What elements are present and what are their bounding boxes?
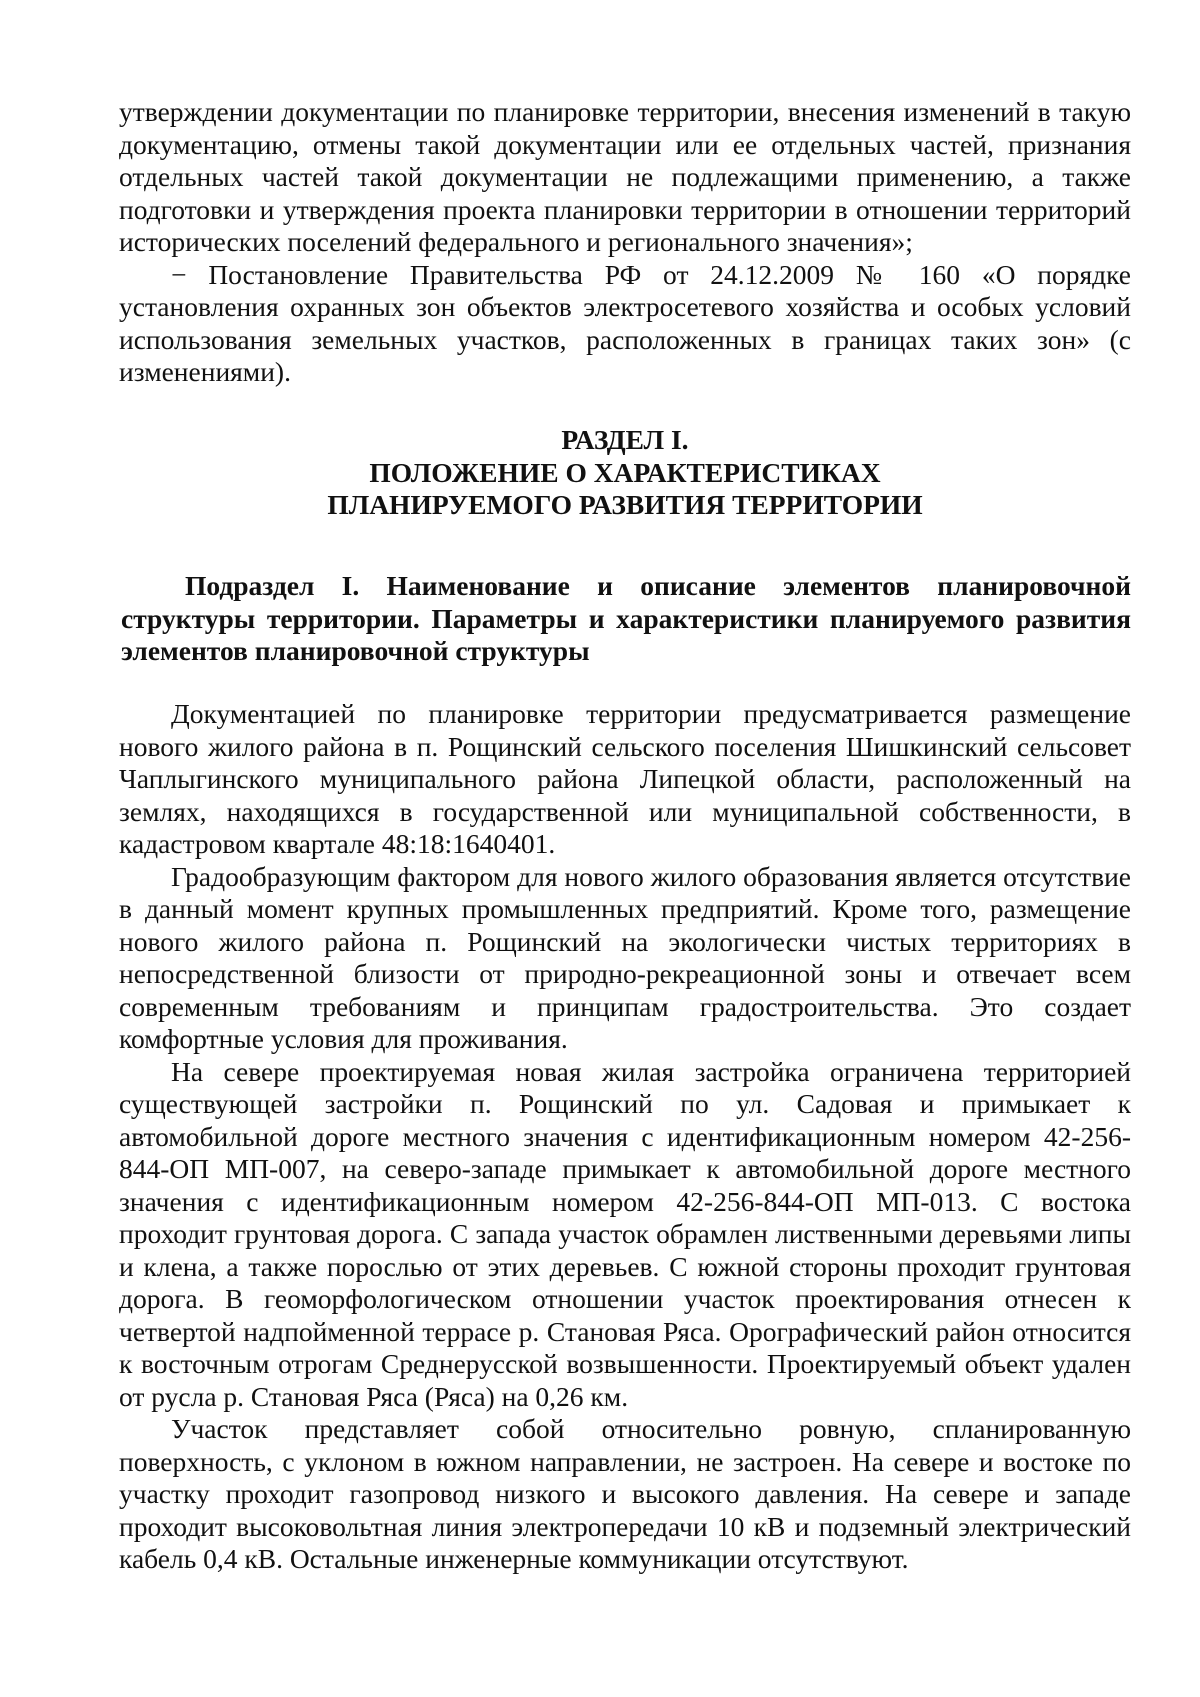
intro-paragraph-1: утверждении документации по планировке территории, внесения изменений в такую документацию, отмены такой документации или ее отдельных частей, признания отдельных частей такой документации не подлежащими применению, а также подготовки и утверждения проекта планировки территории в отношении территорий исторических поселений федерального и регионального значения»; <box>119 96 1131 257</box>
body-text <box>119 698 1131 1576</box>
body-paragraph-3: На севере проектируемая новая жилая застройка ограничена территорией существующей застройки п. Рощинский по ул. Садовая и примыкает к автомобильной дороге местного значения с идентификационным номером 42-256-844-ОП МП-007, на северо-западе примыкает к автомобильной дороге местного значения с идентификационным номером 42-256-844-ОП МП-013. С востока проходит грунтовая дорога. С запада участок обрамлен лиственными деревьями липы и клена, а также порослью от этих деревьев. С южной стороны проходит грунтовая дорога. В геоморфологическом отношении участок проектирования отнесен к четвертой надпойменной террасе р. Становая Ряса. Орографический район относится к восточным отрогам Среднерусской возвышенности. Проектируемый объект удален от русла р. Становая Ряса (Ряса) на 0,26 км. <box>119 1055 1131 1412</box>
body-paragraph-2: Градообразующим фактором для нового жилого образования является отсутствие в данный момент крупных промышленных предприятий. Кроме того, размещение нового жилого района п. Рощинский на экологически чистых территориях в непосредственной близости от природно-рекреационной зоны и отвечает всем современным требованиям и принципам градостроительства. Это создает комфортные условия для проживания. <box>119 860 1131 1054</box>
body-paragraph-1: Документацией по планировке территории предусматривается размещение нового жилого района в п. Рощинский сельского поселения Шишкинский сельсовет Чаплыгинского муниципального района Липецкой области, расположенный на землях, находящихся в государственной или муниципальной собственности, в кадастровом квартале 48:18:1640401. <box>119 698 1131 859</box>
intro-text <box>119 96 1131 389</box>
body-paragraph-4: Участок представляет собой относительно ровную, спланированную поверхность, с уклоном в южном направлении, не застроен. На севере и востоке по участку проходит газопровод низкого и высокого давления. На севере и западе проходит высоковольтная линия электропередачи 10 кВ и подземный электрический кабель 0,4 кВ. Остальные инженерные коммуникации отсутствуют. <box>119 1413 1131 1574</box>
section-heading-line-2: ПОЛОЖЕНИЕ О ХАРАКТЕРИСТИКАХ <box>369 456 881 488</box>
subsection-heading: Подраздел I. Наименование и описание элементов планировочной структуры территории. Параметры и характеристики планируемого развития элементов планировочной структуры <box>121 570 1131 666</box>
intro-paragraph-2: − Постановление Правительства РФ от 24.12.2009 № 160 «О порядке установления охранных зон объектов электросетевого хозяйства и особых условий использования земельных участков, расположенных в границах таких зон» (с изменениями). <box>119 258 1131 387</box>
section-heading-line-1: РАЗДЕЛ I. <box>561 424 689 455</box>
section-heading <box>119 424 1131 522</box>
section-heading-line-3: ПЛАНИРУЕМОГО РАЗВИТИЯ ТЕРРИТОРИИ <box>327 489 923 520</box>
